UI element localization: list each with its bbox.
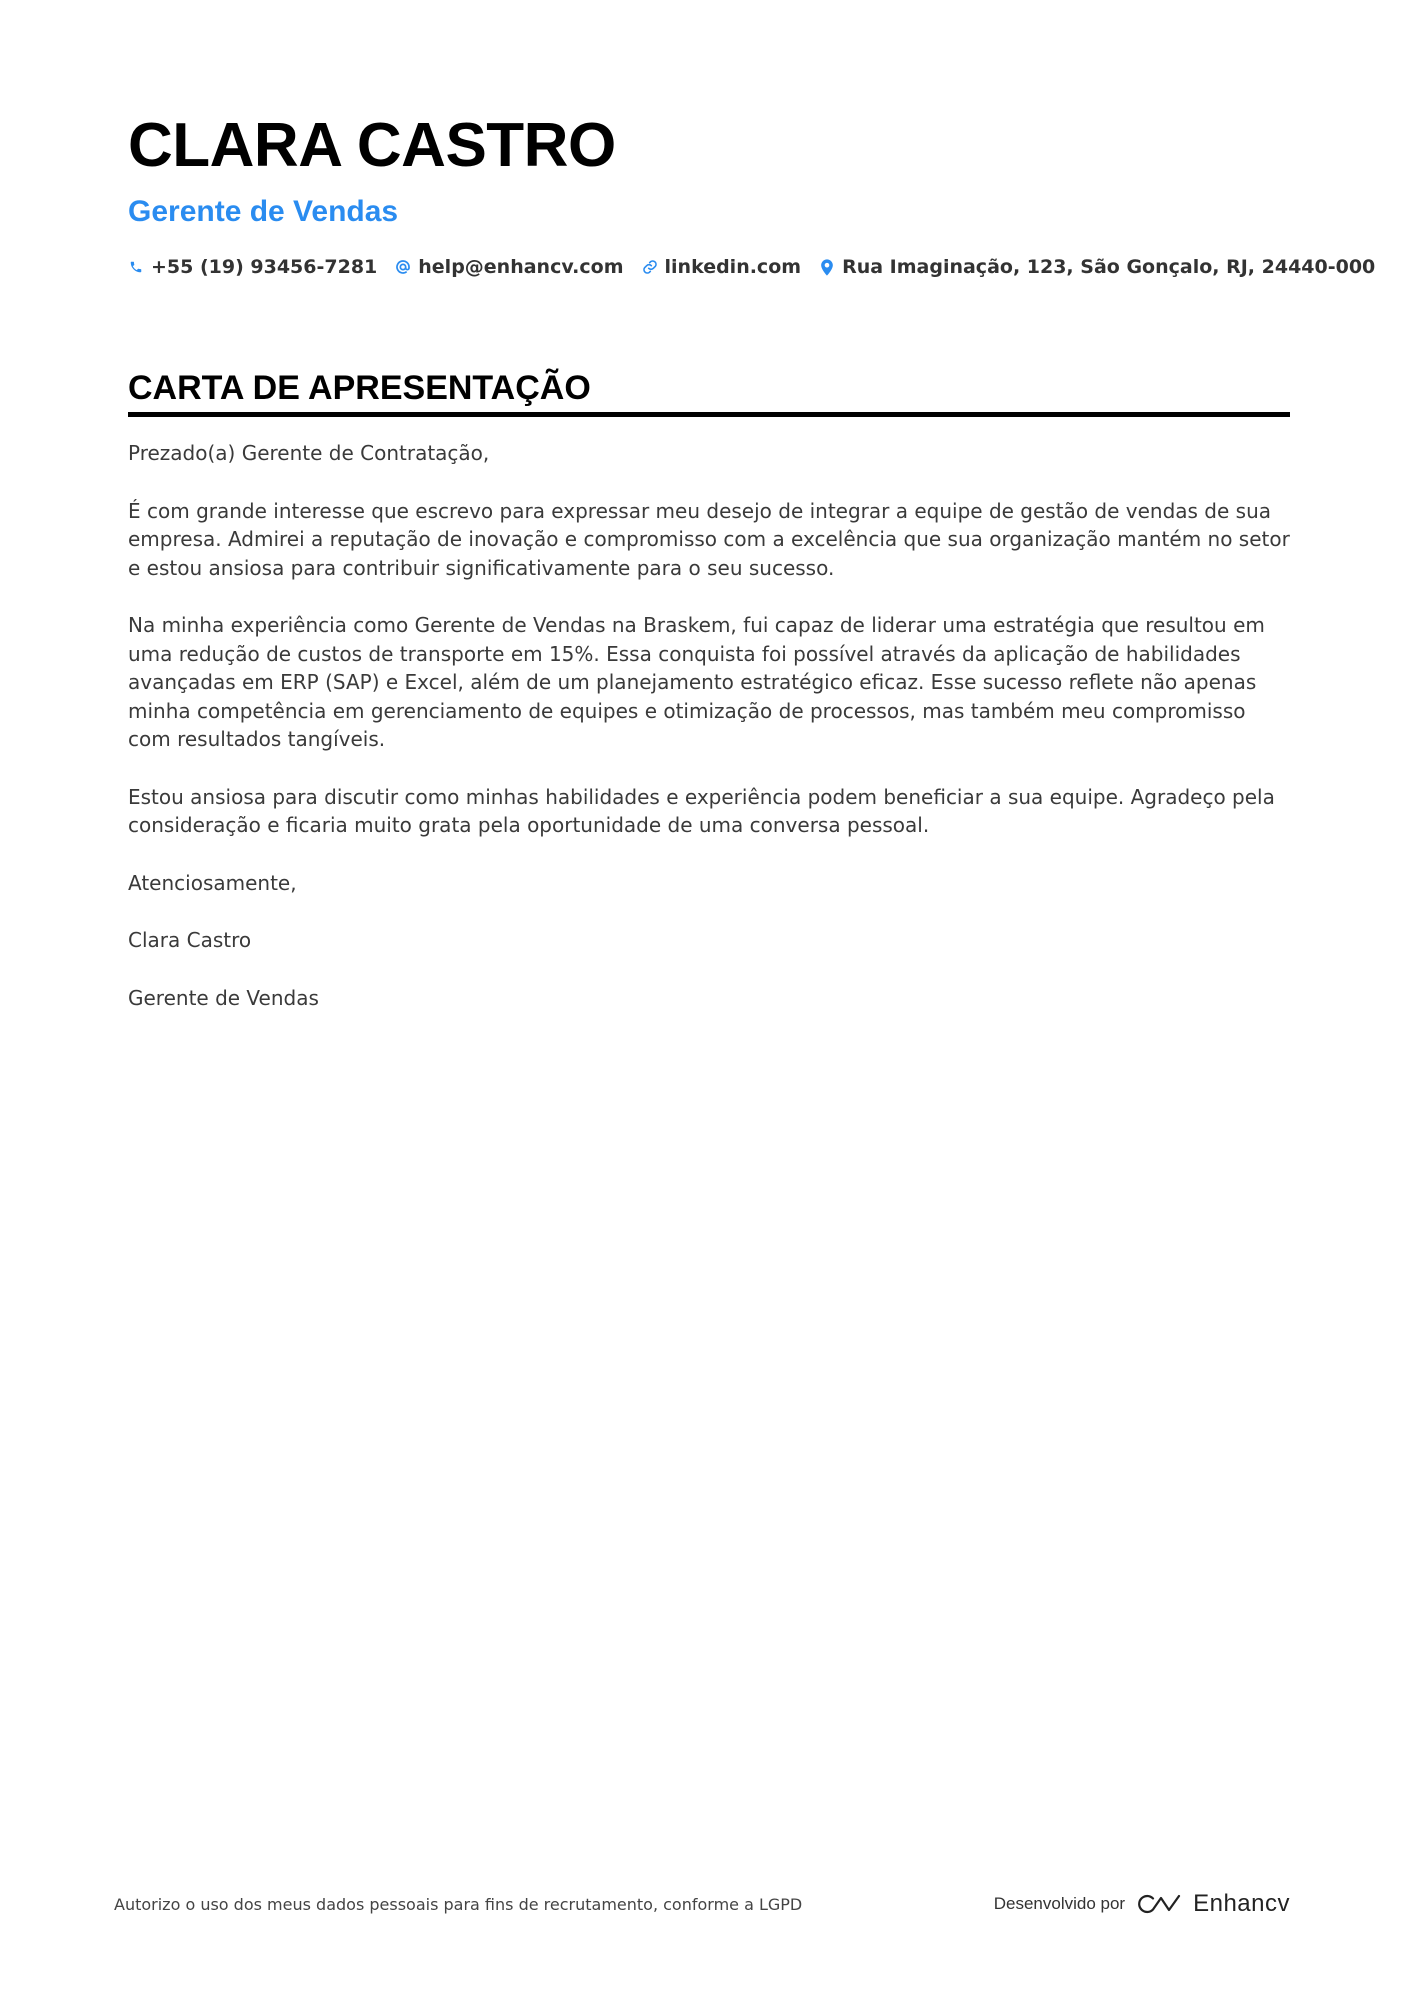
enhancv-logo-icon [1137, 1892, 1183, 1916]
contact-address-text: Rua Imaginação, 123, São Gonçalo, RJ, 24440-000 [842, 256, 1376, 278]
contact-email[interactable] [395, 256, 623, 278]
cover-letter-section [128, 366, 1290, 1041]
link-icon [642, 258, 658, 276]
contact-linkedin[interactable] [642, 256, 802, 278]
header [128, 110, 1376, 278]
letter-paragraph: Na minha experiência como Gerente de Vendas na Braskem, fui capaz de liderar uma estratégia que resultou em uma redução de custos de transporte em 15%. Essa conquista foi possível através da aplicação de habilidades avançadas em ERP (SAP) e Excel, além de um planejamento estratégico eficaz. Esse sucesso reflete não apenas minha competência em gerenciamento de equipes e otimização de processos, mas também meu compromisso com resultados tangíveis. [128, 613, 1265, 751]
letter-paragraph: É com grande interesse que escrevo para expressar meu desejo de integrar a equipe de gestão de vendas de sua empresa. Admirei a reputação de inovação e compromisso com a excelência que sua organização mantém no setor e estou ansiosa para contribuir significativamente para o seu sucesso. [128, 498, 1290, 580]
contact-phone-text: +55 (19) 93456-7281 [151, 256, 378, 278]
signature-title: Gerente de Vendas [128, 985, 319, 1010]
phone-icon [128, 258, 144, 276]
letter-closing: Atenciosamente, [128, 870, 297, 895]
signature-name: Clara Castro [128, 928, 252, 952]
letter-body [128, 439, 1290, 1012]
lgpd-consent-text: Autorizo o uso dos meus dados pessoais para fins de recrutamento, conforme a LGPD [114, 1894, 803, 1914]
contact-address [819, 256, 1375, 278]
contact-bar [128, 256, 1376, 278]
candidate-role: Gerente de Vendas [128, 195, 399, 228]
contact-email-text[interactable]: help@enhancv.com [418, 256, 624, 278]
letter-paragraph: Estou ansiosa para discutir como minhas habilidades e experiência podem beneficiar a sua equipe. Agradeço pela consideração e ficaria muito grata pela oportunidade de uma conversa pessoal. [128, 784, 1275, 837]
contact-phone [128, 256, 377, 278]
section-title: CARTA DE APRESENTAÇÃO [128, 366, 1290, 417]
contact-linkedin-text[interactable]: linkedin.com [664, 256, 802, 278]
footer [114, 1886, 1290, 1922]
powered-by[interactable] [994, 1890, 1290, 1918]
enhancv-brand: Enhancv [1193, 1890, 1290, 1917]
powered-by-label: Desenvolvido por [993, 1894, 1126, 1913]
letter-salutation: Prezado(a) Gerente de Contratação, [128, 441, 490, 465]
location-pin-icon [819, 258, 835, 276]
at-icon [395, 258, 411, 276]
candidate-name: CLARA CASTRO [128, 111, 616, 180]
